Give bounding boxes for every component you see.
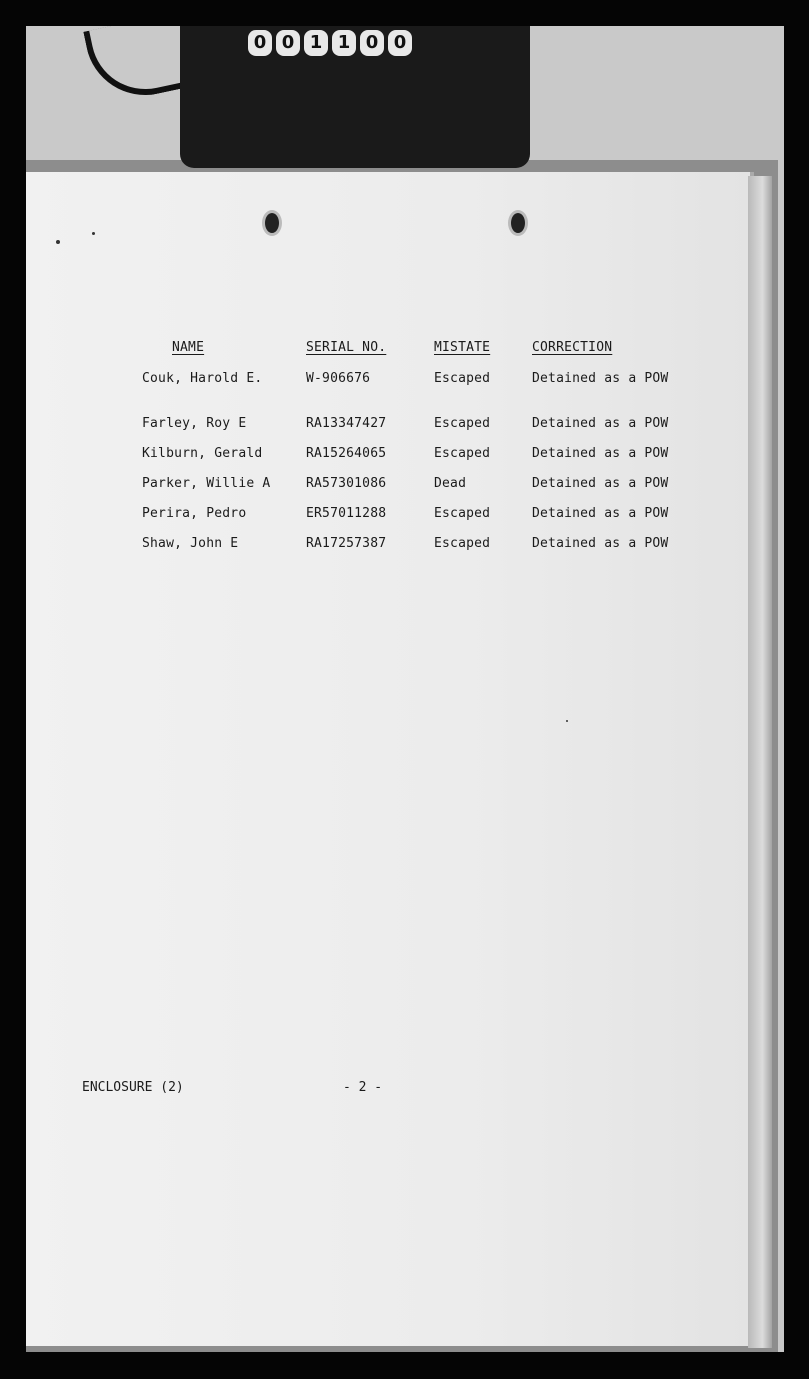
row-serial: RA57301086 xyxy=(306,476,387,491)
row-name: Parker, Willie A xyxy=(142,476,271,491)
row-serial: W-906676 xyxy=(306,371,371,386)
punch-hole-left xyxy=(262,210,282,236)
row-mistate: Escaped xyxy=(434,416,491,431)
counter-digit: 1 xyxy=(332,30,356,56)
row-mistate: Escaped xyxy=(434,536,491,551)
row-serial: RA17257387 xyxy=(306,536,387,551)
row-mistate: Escaped xyxy=(434,371,491,386)
document-page xyxy=(26,172,750,1346)
header-name: NAME xyxy=(172,340,205,355)
row-correction: Detained as a POW xyxy=(532,536,669,551)
row-mistate: Escaped xyxy=(434,446,491,461)
row-name: Shaw, John E xyxy=(142,536,239,551)
row-serial: RA15264065 xyxy=(306,446,387,461)
counter-digit: 0 xyxy=(360,30,384,56)
dust-speck xyxy=(92,232,95,235)
counter-digit: 1 xyxy=(304,30,328,56)
row-correction: Detained as a POW xyxy=(532,371,669,386)
enclosure-label: ENCLOSURE (2) xyxy=(82,1080,184,1095)
row-serial: ER57011288 xyxy=(306,506,387,521)
row-mistate: Escaped xyxy=(434,506,491,521)
page-edge xyxy=(748,176,772,1348)
row-serial: RA13347427 xyxy=(306,416,387,431)
row-correction: Detained as a POW xyxy=(532,416,669,431)
frame-counter-digits xyxy=(248,30,412,60)
counter-digit: 0 xyxy=(248,30,272,56)
row-name: Couk, Harold E. xyxy=(142,371,263,386)
dust-speck xyxy=(56,240,60,244)
counter-digit: 0 xyxy=(276,30,300,56)
row-name: Farley, Roy E xyxy=(142,416,247,431)
header-correction: CORRECTION xyxy=(532,340,613,355)
row-name: Perira, Pedro xyxy=(142,506,247,521)
row-correction: Detained as a POW xyxy=(532,446,669,461)
counter-digit: 0 xyxy=(388,30,412,56)
header-serial: SERIAL NO. xyxy=(306,340,387,355)
row-name: Kilburn, Gerald xyxy=(142,446,263,461)
header-mistate: MISTATE xyxy=(434,340,491,355)
row-mistate: Dead xyxy=(434,476,467,491)
punch-hole-right xyxy=(508,210,528,236)
row-correction: Detained as a POW xyxy=(532,476,669,491)
row-correction: Detained as a POW xyxy=(532,506,669,521)
dust-speck xyxy=(566,720,568,722)
page-number: - 2 - xyxy=(343,1080,383,1095)
